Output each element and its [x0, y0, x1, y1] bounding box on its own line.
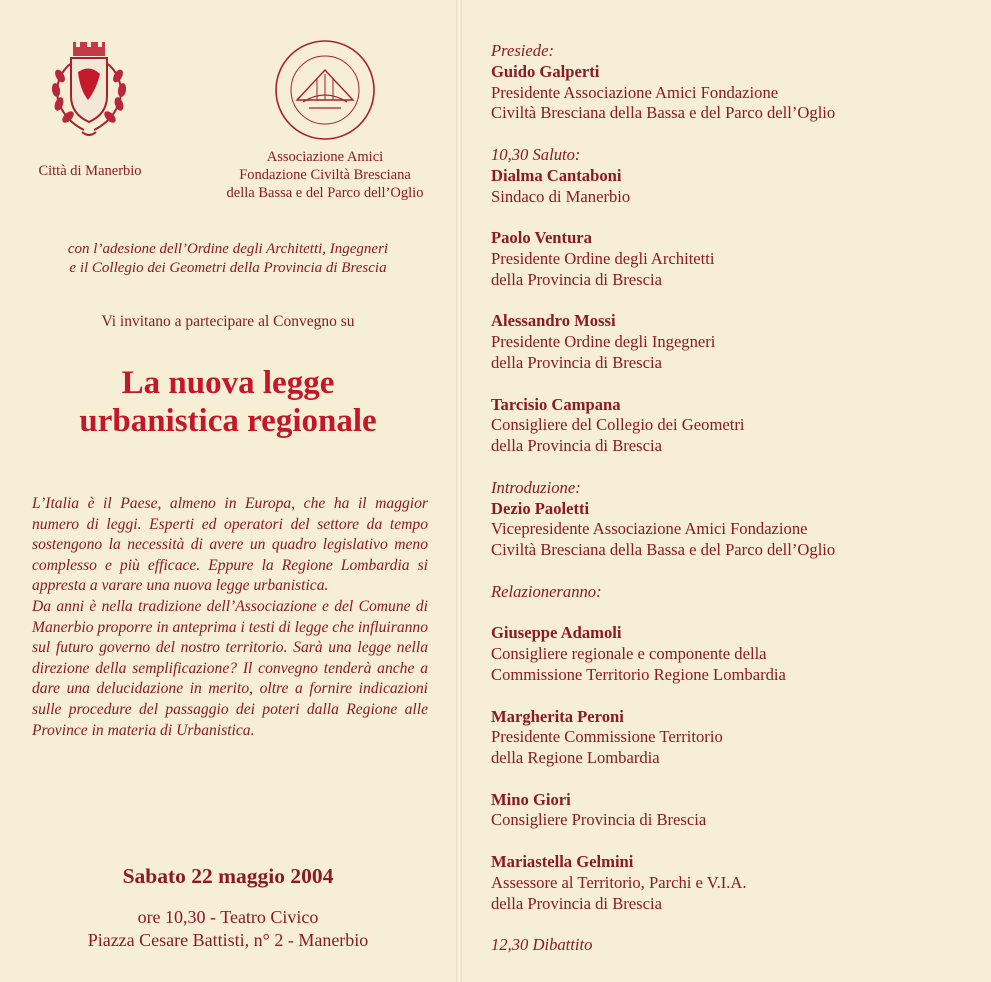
speaker-role: Presidente Associazione Amici Fondazione: [491, 82, 779, 102]
speaker-name: Paolo Ventura: [491, 228, 592, 248]
event-venue: ore 10,30 - Teatro Civico Piazza Cesare Battisti, n° 2 - Manerbio: [87, 907, 369, 950]
speaker-role: della Provincia di Brescia: [491, 893, 662, 913]
description-paragraph: L’Italia è il Paese, almeno in Europa, che ha il maggior numero di leggi. Esperti ed operatori del settore da tempo sostengono la necessità di avere un quadro legislativo meno complesso e più efficace. Eppure la Regione Lombardia si appresta a varare una nuova legge urbanistica.: [32, 495, 428, 595]
speaker-role: della Provincia di Brescia: [491, 269, 662, 289]
city-coat-of-arms-icon: [40, 38, 138, 142]
speaker-name: Guido Galperti: [491, 61, 600, 81]
speaker-role: Presidente Ordine degli Ingegneri: [491, 332, 716, 352]
speaker-role: Sindaco di Manerbio: [491, 186, 631, 206]
program-label: 10,30 Saluto:: [491, 144, 581, 164]
event-description: [32, 494, 428, 741]
speaker-name: Dezio Paoletti: [491, 498, 590, 518]
speaker-role: Assessore al Territorio, Parchi e V.I.A.: [491, 872, 747, 892]
speaker-name: Margherita Peroni: [491, 706, 624, 726]
speaker-role: Presidente Ordine degli Architetti: [491, 248, 715, 268]
speaker-role: della Provincia di Brescia: [491, 352, 662, 372]
speaker-role: Consigliere Provincia di Brescia: [491, 810, 707, 830]
speaker-name: Tarcisio Campana: [491, 394, 621, 414]
description-paragraph: Da anni è nella tradizione dell’Associazione e del Comune di Manerbio proporre in anteprima i testi di legge che influiranno sul futuro governo del nostro territorio. Sarà una legge nella direzione della semplificazione? Il convegno tenderà anche a dare una delucidazione in merito, oltre a fornire indicazioni sulle procedure del passaggio dei poteri dalla Regione alle Province in materia di Urbanistica.: [32, 597, 429, 739]
program-list: [491, 41, 971, 956]
event-title: La nuova legge urbanistica regionale: [79, 365, 377, 439]
speaker-role: della Regione Lombardia: [491, 748, 660, 768]
association-caption: Associazione Amici Fondazione Civiltà Bresciana della Bassa e del Parco dell’Oglio: [226, 149, 424, 201]
program-label: Relazioneranno:: [491, 581, 602, 601]
speaker-name: Mariastella Gelmini: [491, 852, 634, 872]
speaker-name: Alessandro Mossi: [491, 311, 616, 331]
speaker-role: della Provincia di Brescia: [491, 436, 662, 456]
adhesion-note: con l’adesione dell’Ordine degli Architetti, Ingegneri e il Collegio dei Geometri della Provincia di Brescia: [67, 241, 389, 276]
program-label: 12,30 Dibattito: [491, 935, 593, 955]
speaker-role: Consigliere del Collegio dei Geometri: [491, 415, 745, 435]
program-label: Presiede:: [491, 41, 554, 60]
speaker-role: Consigliere regionale e componente della: [491, 644, 767, 664]
association-seal-icon: [273, 38, 377, 142]
event-date: Sabato 22 maggio 2004: [122, 864, 334, 888]
speaker-name: Mino Giori: [491, 789, 571, 809]
speaker-role: Civiltà Bresciana della Bassa e del Parco dell’Oglio: [491, 540, 836, 560]
program-label: Introduzione:: [491, 477, 581, 497]
speaker-role: Presidente Commissione Territorio: [491, 727, 723, 747]
speaker-name: Giuseppe Adamoli: [491, 623, 622, 643]
city-caption: Città di Manerbio: [38, 163, 142, 179]
speaker-role: Civiltà Bresciana della Bassa e del Parco dell’Oglio: [491, 103, 836, 123]
speaker-name: Dialma Cantaboni: [491, 165, 622, 185]
speaker-role: Vicepresidente Associazione Amici Fondazione: [491, 519, 808, 539]
invitation-line: Vi invitano a partecipare al Convegno su: [101, 313, 355, 330]
speaker-role: Commissione Territorio Regione Lombardia: [491, 664, 786, 684]
